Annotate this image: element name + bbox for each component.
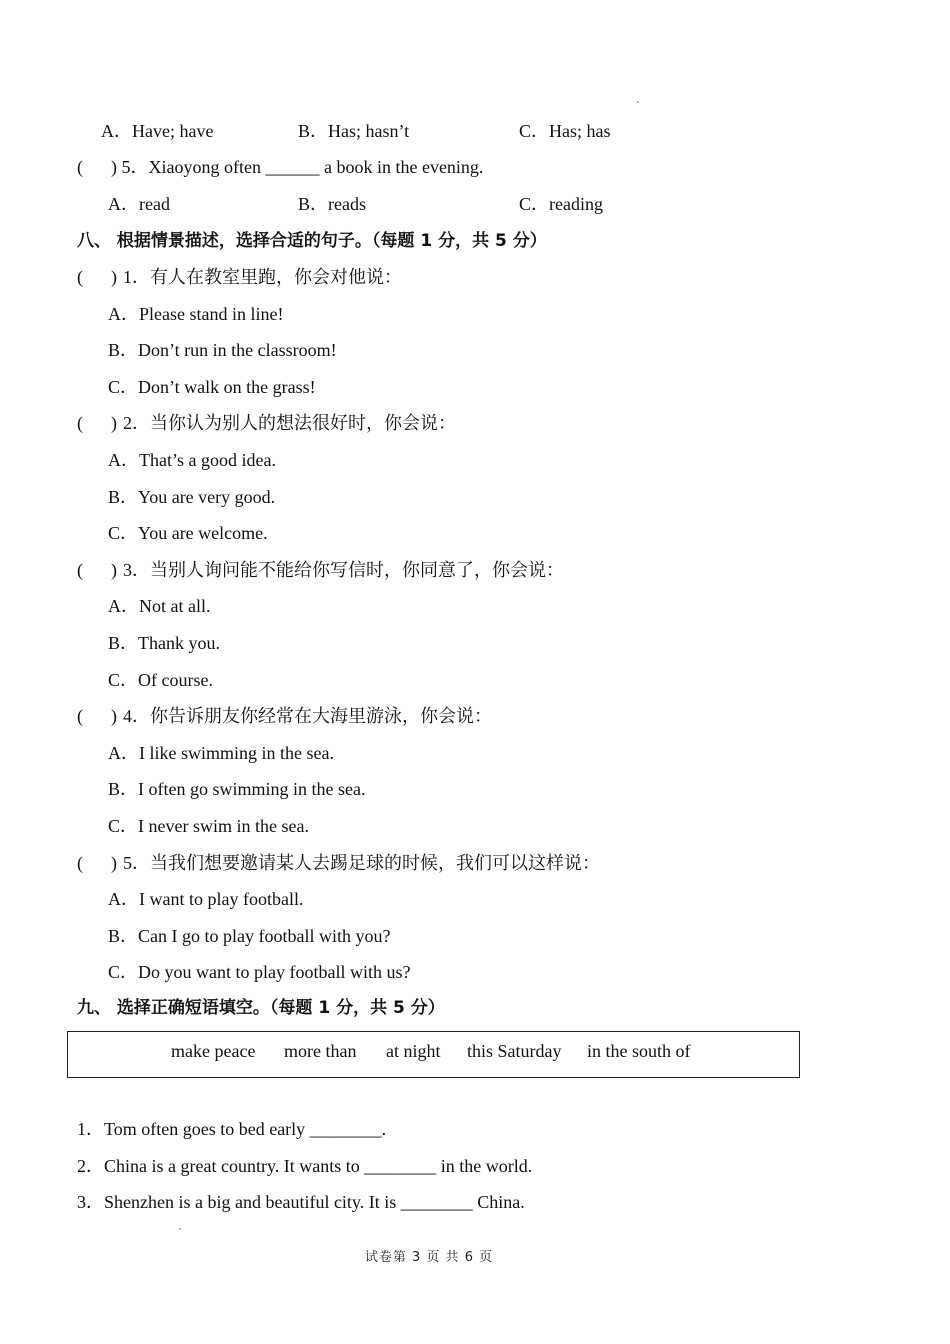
section9-question-2: 2．China is a great country. It wants to ________ in the world. [77, 1156, 533, 1176]
question-text: 2．当你认为别人的想法很好时，你会说： [123, 413, 456, 433]
section8-q2-option-a: A．That’s a good idea. [108, 450, 276, 470]
section8-title: 八、 根据情景描述，选择合适的句子。（每题 1 分，共 5 分） [77, 231, 547, 251]
section8-question-5 [77, 852, 600, 874]
question-text: 1．有人在教室里跑，你会对他说： [123, 267, 402, 287]
section8-q3-option-c: C．Of course. [108, 670, 213, 690]
section8-q2-option-b: B．You are very good. [108, 487, 276, 507]
answer-paren-close: ) [111, 706, 117, 726]
phrase-bank-item: at night [386, 1041, 441, 1061]
q7-5-question [77, 156, 483, 178]
section8-q1-option-a: A．Please stand in line! [108, 304, 284, 324]
answer-paren-close: ) [111, 267, 117, 287]
answer-paren-close: ) [111, 560, 117, 580]
q7-4-option-b: B．Has; hasn’t [298, 121, 410, 141]
question-text: 3．当别人询问能不能给你写信时，你同意了，你会说： [123, 560, 564, 580]
q7-4-option-c: C．Has; has [519, 121, 611, 141]
section8-question-3 [77, 559, 564, 581]
answer-paren-close: ) [111, 157, 117, 177]
phrase-bank-item: in the south of [587, 1041, 691, 1061]
scan-dot [637, 101, 639, 103]
phrase-bank-item: make peace [171, 1041, 256, 1061]
page-footer: 试卷第 3 页 共 6 页 [364, 1250, 494, 1265]
section8-question-2 [77, 412, 456, 434]
section9-question-3: 3．Shenzhen is a big and beautiful city. It is ________ China. [77, 1192, 525, 1212]
question-text: 5．Xiaoyong often ______ a book in the evening. [121, 157, 484, 177]
q7-5-option-b: B．reads [298, 194, 366, 214]
question-text: 4．你告诉朋友你经常在大海里游泳，你会说： [123, 706, 492, 726]
section8-q3-option-a: A．Not at all. [108, 596, 211, 616]
section9-title: 九、 选择正确短语填空。（每题 1 分，共 5 分） [77, 998, 445, 1018]
section8-q5-option-c: C．Do you want to play football with us? [108, 962, 411, 982]
scan-dot [179, 1228, 181, 1230]
answer-paren-close: ) [111, 853, 117, 873]
section8-q4-option-a: A．I like swimming in the sea. [108, 743, 334, 763]
q7-5-option-c: C．reading [519, 194, 603, 214]
answer-paren-close: ) [111, 413, 117, 433]
section8-q4-option-c: C．I never swim in the sea. [108, 816, 309, 836]
answer-paren-open: ( [77, 157, 83, 177]
q7-4-option-a: A．Have; have [101, 121, 214, 141]
section8-q4-option-b: B．I often go swimming in the sea. [108, 779, 366, 799]
section8-q2-option-c: C．You are welcome. [108, 523, 268, 543]
question-text: 5．当我们想要邀请某人去踢足球的时候，我们可以这样说： [123, 853, 600, 873]
section8-question-4 [77, 705, 492, 727]
section8-q1-option-c: C．Don’t walk on the grass! [108, 377, 316, 397]
phrase-bank-item: this Saturday [467, 1041, 562, 1061]
answer-paren-open: ( [77, 560, 83, 580]
q7-5-option-a: A．read [108, 194, 170, 214]
section8-q3-option-b: B．Thank you. [108, 633, 220, 653]
answer-paren-open: ( [77, 853, 83, 873]
phrase-bank-item: more than [284, 1041, 357, 1061]
answer-paren-open: ( [77, 706, 83, 726]
section9-question-1: 1．Tom often goes to bed early ________. [77, 1119, 387, 1139]
section8-q5-option-b: B．Can I go to play football with you? [108, 926, 391, 946]
answer-paren-open: ( [77, 413, 83, 433]
answer-paren-open: ( [77, 267, 83, 287]
section8-q1-option-b: B．Don’t run in the classroom! [108, 340, 337, 360]
section8-question-1 [77, 266, 402, 288]
section8-q5-option-a: A．I want to play football. [108, 889, 304, 909]
